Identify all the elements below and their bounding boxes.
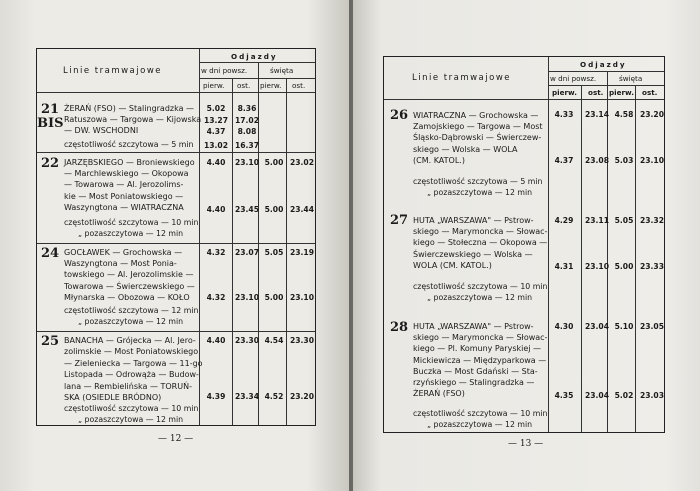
departures-header: Odjazdy [580, 60, 627, 69]
time-cell: 23.20 [289, 392, 315, 401]
route-number: 24 [41, 246, 60, 261]
time-cell: 4.54 [264, 336, 284, 345]
divider [37, 92, 315, 93]
time-cell: 23.04 [584, 322, 610, 331]
time-cell: 4.30 [554, 322, 574, 331]
route-line: WIATRACZNA — Grochowska — [413, 111, 539, 120]
frequency-note [64, 404, 198, 425]
divider [581, 85, 582, 432]
time-cell: 23.11 [584, 216, 610, 225]
frequency-peak: częstotliwość szczytowa — 12 min [64, 306, 199, 315]
time-cell: 23.10 [639, 156, 665, 165]
route-line: zolimskie — Most Poniatowskiego [64, 347, 199, 357]
time-cell: 23.19 [289, 248, 315, 257]
route-number: 25 [41, 334, 60, 349]
time-cell: 4.40 [206, 158, 226, 167]
time-cell: 23.04 [584, 391, 610, 400]
weekdays-header: w dni powsz. [550, 74, 597, 83]
route-line: towskiego — Al. Jerozolimskie — [64, 270, 194, 280]
time-cell: 4.58 [614, 110, 634, 119]
page-number: — 13 — [508, 439, 544, 449]
route-line: Młynarska — Obozowa — KOŁO [64, 292, 190, 302]
divider [607, 71, 608, 432]
route-line: Waszyngtona — WIATRACZNA [64, 202, 184, 212]
route-number-suffix: BIS [37, 116, 64, 131]
lines-header: Linie tramwajowe [412, 73, 511, 83]
time-cell: 23.03 [639, 391, 665, 400]
time-cell: 23.34 [234, 392, 260, 401]
time-cell: 16.37 [234, 141, 260, 150]
divider [199, 78, 315, 79]
first-header: pierw. [260, 81, 282, 90]
route-line: Świerczewskiego — Wolska — [413, 249, 533, 259]
time-cell: 5.00 [614, 262, 634, 271]
divider [548, 85, 664, 86]
time-cell: 23.10 [234, 293, 260, 302]
frequency-offpeak: „ pozaszczytowa — 12 min [78, 228, 184, 238]
route-description [413, 321, 547, 399]
time-cell: 5.05 [264, 248, 284, 257]
frequency-peak: częstotliwość szczytowa — 10 min [413, 282, 548, 291]
frequency-note [64, 306, 198, 327]
route-line: WOLA (CM. KATOL.) [413, 260, 492, 270]
route-line: rzyńskiego — Stalingradzka — [413, 378, 535, 388]
route-line: Zamojskiego — Targowa — Most [413, 122, 543, 132]
route-description [413, 215, 547, 271]
lines-header: Linie tramwajowe [63, 66, 162, 76]
route-line: ŻERAŃ (FSO) — Stalingradzka — [64, 104, 195, 113]
time-cell: 23.45 [234, 205, 260, 214]
route-number: 22 [41, 156, 60, 171]
weekdays-header: w dni powsz. [201, 66, 248, 75]
frequency-peak: częstotliwość szczytowa — 10 min [64, 404, 199, 413]
time-cell: 5.05 [614, 216, 634, 225]
time-cell: 8.08 [237, 127, 257, 136]
time-cell: 4.29 [554, 216, 574, 225]
time-cell: 5.00 [264, 205, 284, 214]
time-cell: 4.40 [206, 336, 226, 345]
route-line: Waszyngtona — Most Ponia- [64, 259, 177, 269]
frequency-peak: częstotliwość szczytowa — 10 min [64, 218, 199, 227]
row-divider [37, 331, 315, 332]
last-header: ost. [292, 81, 306, 90]
route-line: — Zieleniecka — Targowa — 11-go [64, 358, 203, 368]
time-cell: 5.00 [264, 293, 284, 302]
first-header: pierw. [609, 88, 634, 97]
first-header: pierw. [552, 88, 577, 97]
divider [635, 85, 636, 432]
route-number: 28 [390, 320, 409, 335]
time-cell: 23.32 [639, 216, 665, 225]
route-line: skiego — Marymoncka — Słowac- [413, 227, 548, 237]
row-divider [37, 152, 315, 153]
route-line: GOCŁAWEK — Grochowska — [64, 248, 183, 257]
route-line: kie — Most Poniatowskiego — [64, 191, 184, 201]
divider [548, 71, 664, 72]
time-cell: 4.40 [206, 205, 226, 214]
time-cell: 23.10 [234, 158, 260, 167]
route-line: kiego — Pl. Komuny Paryskiej — [413, 344, 542, 354]
frequency-peak: częstotliwość szczytowa — 5 min [413, 177, 543, 186]
time-cell: 23.44 [289, 205, 315, 214]
divider [384, 99, 664, 100]
route-line: — DW. WSCHODNI [64, 126, 139, 136]
time-cell: 23.20 [639, 110, 665, 119]
time-cell: 5.02 [206, 104, 226, 113]
time-cell: 23.14 [584, 110, 610, 119]
route-line: Ratuszowa — Targowa — Kijowska [64, 115, 202, 125]
route-line: lana — Rembielińska — TORUŃ- [64, 381, 192, 391]
time-cell: 23.02 [289, 158, 315, 167]
left-page [0, 0, 349, 491]
frequency-note [64, 218, 198, 239]
route-line: JARZĘBSKIEGO — Broniewskiego [64, 158, 195, 167]
departures-header: Odjazdy [231, 52, 278, 61]
time-cell: 4.37 [206, 127, 226, 136]
route-line: Listopada — Odrowąża — Budow- [64, 370, 199, 380]
frequency-offpeak: „ pozaszczytowa — 12 min [427, 187, 533, 197]
time-cell: 4.52 [264, 392, 284, 401]
route-line: Mickiewicza — Międzyparkowa — [413, 355, 547, 365]
time-cell: 4.33 [554, 110, 574, 119]
frequency-note [413, 282, 547, 303]
frequency-offpeak: „ pozaszczytowa — 12 min [78, 316, 184, 326]
time-cell: 5.10 [614, 322, 634, 331]
time-cell: 23.07 [234, 248, 260, 257]
time-cell: 5.00 [264, 158, 284, 167]
time-cell: 4.39 [206, 392, 226, 401]
time-cell: 23.30 [289, 336, 315, 345]
frequency-note [413, 409, 547, 430]
first-header: pierw. [203, 81, 225, 90]
route-line: — Towarowa — Al. Jerozolims- [64, 180, 184, 190]
route-line: (CM. KATOL.) [413, 155, 465, 165]
holidays-header: święta [619, 74, 643, 83]
route-description [64, 335, 203, 403]
last-header: ost. [642, 88, 658, 97]
row-divider [37, 243, 315, 244]
frequency-note: częstotliwość szczytowa — 5 min [64, 140, 194, 149]
route-number: 21 [41, 102, 60, 117]
time-cell: 4.37 [554, 156, 574, 165]
route-line: Towarowa — Świerczewskiego — [64, 281, 195, 291]
frequency-offpeak: „ pozaszczytowa — 12 min [427, 419, 533, 429]
holidays-header: święta [270, 66, 294, 75]
time-cell: 13.02 [203, 141, 229, 150]
route-line: kiego — Stołeczna — Okopowa — [413, 238, 548, 248]
route-line: SKA (OSIEDLE BRÓDNO) [64, 393, 162, 403]
time-cell: 23.10 [289, 293, 315, 302]
time-cell: 4.35 [554, 391, 574, 400]
time-cell: 4.32 [206, 293, 226, 302]
time-cell: 17.02 [234, 116, 260, 125]
last-header: ost. [588, 88, 604, 97]
frequency-offpeak: „ pozaszczytowa — 12 min [78, 414, 184, 424]
route-line: skiego — Wolska — WOLA [413, 144, 518, 154]
frequency-peak: częstotliwość szczytowa — 10 min [413, 409, 548, 418]
right-page [353, 0, 700, 491]
divider [199, 62, 315, 63]
time-cell: 23.08 [584, 156, 610, 165]
time-cell: 8.36 [237, 104, 257, 113]
frequency-offpeak: „ pozaszczytowa — 12 min [427, 292, 533, 302]
time-cell: 23.10 [584, 262, 610, 271]
time-cell: 23.30 [234, 336, 260, 345]
time-cell: 5.03 [614, 156, 634, 165]
route-line: BANACHA — Grójecka — Al. Jero- [64, 336, 196, 345]
frequency-note [413, 177, 542, 198]
route-line: — Marchlewskiego — Okopowa [64, 169, 189, 179]
route-line: ŻERAŃ (FSO) [413, 389, 465, 399]
time-cell: 4.32 [206, 248, 226, 257]
route-description [64, 103, 201, 137]
route-line: HUTA „WARSZAWA" — Pstrow- [413, 322, 534, 331]
route-number: 27 [390, 213, 409, 228]
route-description [64, 157, 195, 213]
route-description [413, 110, 543, 166]
route-description [64, 247, 195, 303]
time-cell: 5.02 [614, 391, 634, 400]
route-line: HUTA „WARSZAWA" — Pstrow- [413, 216, 534, 225]
time-cell: 4.31 [554, 262, 574, 271]
time-cell: 23.33 [639, 262, 665, 271]
route-line: skiego — Marymoncka — Słowac- [413, 333, 548, 343]
time-cell: 13.27 [203, 116, 229, 125]
route-number: 26 [390, 108, 409, 123]
time-cell: 23.05 [639, 322, 665, 331]
route-line: Śląsko-Dąbrowski — Świerczew- [413, 133, 542, 143]
page-number: — 12 — [158, 434, 194, 444]
route-line: Buczka — Most Gdański — Sta- [413, 366, 538, 376]
last-header: ost. [237, 81, 251, 90]
